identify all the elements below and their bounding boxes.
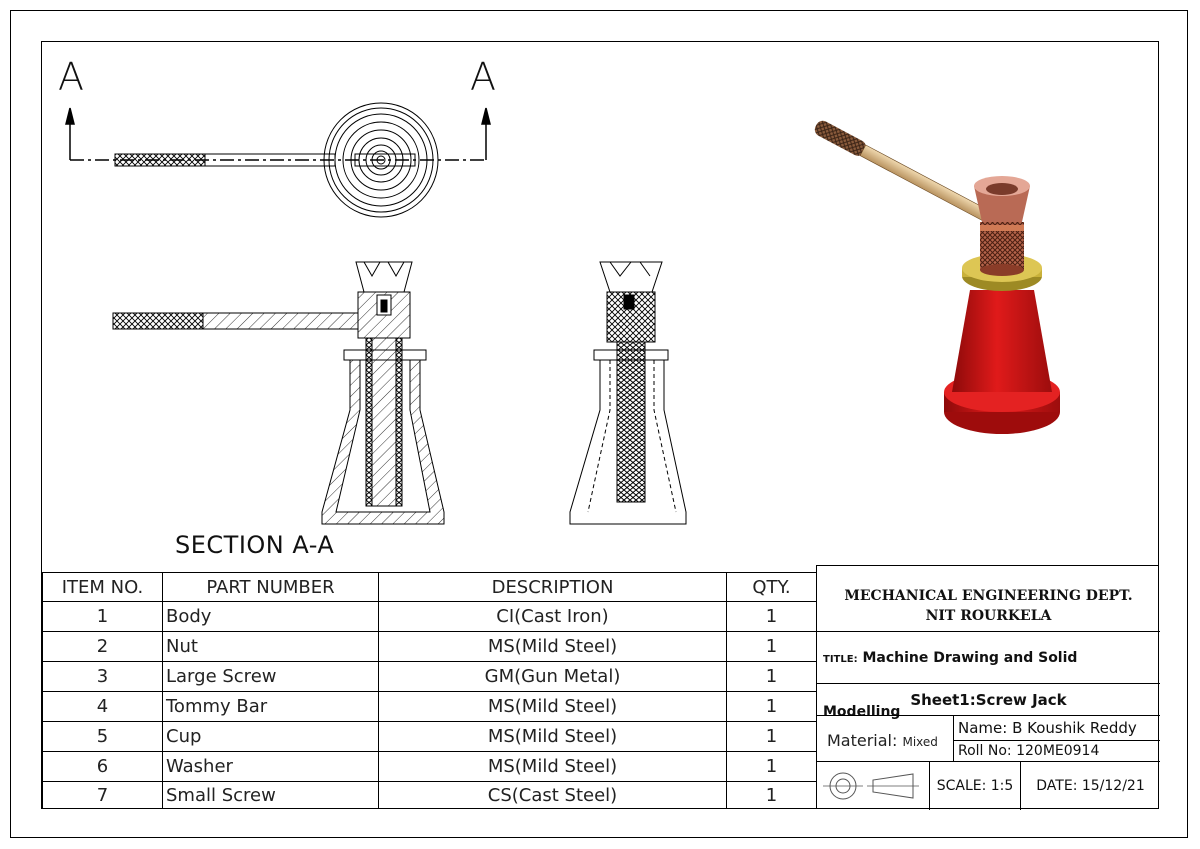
qty: 1	[727, 692, 817, 722]
material	[827, 731, 938, 750]
material-row	[817, 716, 1160, 762]
description: MS(Mild Steel)	[379, 692, 727, 722]
table-row	[43, 782, 817, 809]
part-number: Cup	[163, 722, 379, 752]
item-no: 7	[43, 782, 163, 809]
section-letter-left: A	[58, 55, 84, 99]
description: CS(Cast Steel)	[379, 782, 727, 809]
title-prefix: TITLE:	[823, 654, 858, 665]
scale: SCALE: 1:5	[929, 762, 1021, 810]
qty: 1	[727, 782, 817, 809]
item-no: 3	[43, 662, 163, 692]
qty: 1	[727, 752, 817, 782]
date: DATE: 15/12/21	[1036, 778, 1145, 794]
material-value: Mixed	[902, 735, 938, 749]
qty: 1	[727, 602, 817, 632]
part-number: Tommy Bar	[163, 692, 379, 722]
description: MS(Mild Steel)	[379, 632, 727, 662]
sheet-name: Sheet1:Screw Jack	[910, 691, 1067, 709]
institute-name: NIT ROURKELA	[925, 608, 1052, 624]
table-row	[43, 722, 817, 752]
front-view	[570, 262, 686, 524]
section-view	[113, 262, 444, 524]
description: CI(Cast Iron)	[379, 602, 727, 632]
part-number: Large Screw	[163, 662, 379, 692]
table-row	[43, 692, 817, 722]
item-no: 6	[43, 752, 163, 782]
section-letter-right: A	[470, 55, 496, 99]
description: MS(Mild Steel)	[379, 722, 727, 752]
part-number: Small Screw	[163, 782, 379, 809]
table-row	[43, 632, 817, 662]
qty: 1	[727, 722, 817, 752]
header-part-number: PART NUMBER	[163, 573, 379, 602]
dept-name: MECHANICAL ENGINEERING DEPT.	[844, 588, 1133, 604]
header-item-no: ITEM NO.	[43, 573, 163, 602]
table-row	[43, 662, 817, 692]
bill-of-materials	[42, 572, 817, 809]
table-row	[43, 602, 817, 632]
name-roll-cell	[953, 716, 1160, 762]
section-label: SECTION A-A	[175, 531, 335, 559]
dept-block	[817, 566, 1160, 632]
sheet-row	[817, 684, 1160, 716]
projection-symbol-icon	[821, 768, 921, 804]
qty: 1	[727, 662, 817, 692]
scale-row	[817, 762, 1160, 810]
item-no: 2	[43, 632, 163, 662]
roll-number: Roll No: 120ME0914	[958, 743, 1100, 759]
header-description: DESCRIPTION	[379, 573, 727, 602]
item-no: 4	[43, 692, 163, 722]
part-number: Washer	[163, 752, 379, 782]
description: MS(Mild Steel)	[379, 752, 727, 782]
drawing-title: Machine Drawing and Solid Modelling	[823, 650, 1078, 720]
description: GM(Gun Metal)	[379, 662, 727, 692]
item-no: 5	[43, 722, 163, 752]
table-row	[43, 752, 817, 782]
part-number: Nut	[163, 632, 379, 662]
student-name: Name: B Koushik Reddy	[954, 716, 1160, 741]
item-no: 1	[43, 602, 163, 632]
material-label: Material:	[827, 731, 898, 750]
qty: 1	[727, 632, 817, 662]
title-block	[816, 565, 1159, 809]
bom-header-row	[43, 573, 817, 602]
part-number: Body	[163, 602, 379, 632]
header-qty: QTY.	[727, 573, 817, 602]
isometric-render	[812, 118, 1060, 434]
